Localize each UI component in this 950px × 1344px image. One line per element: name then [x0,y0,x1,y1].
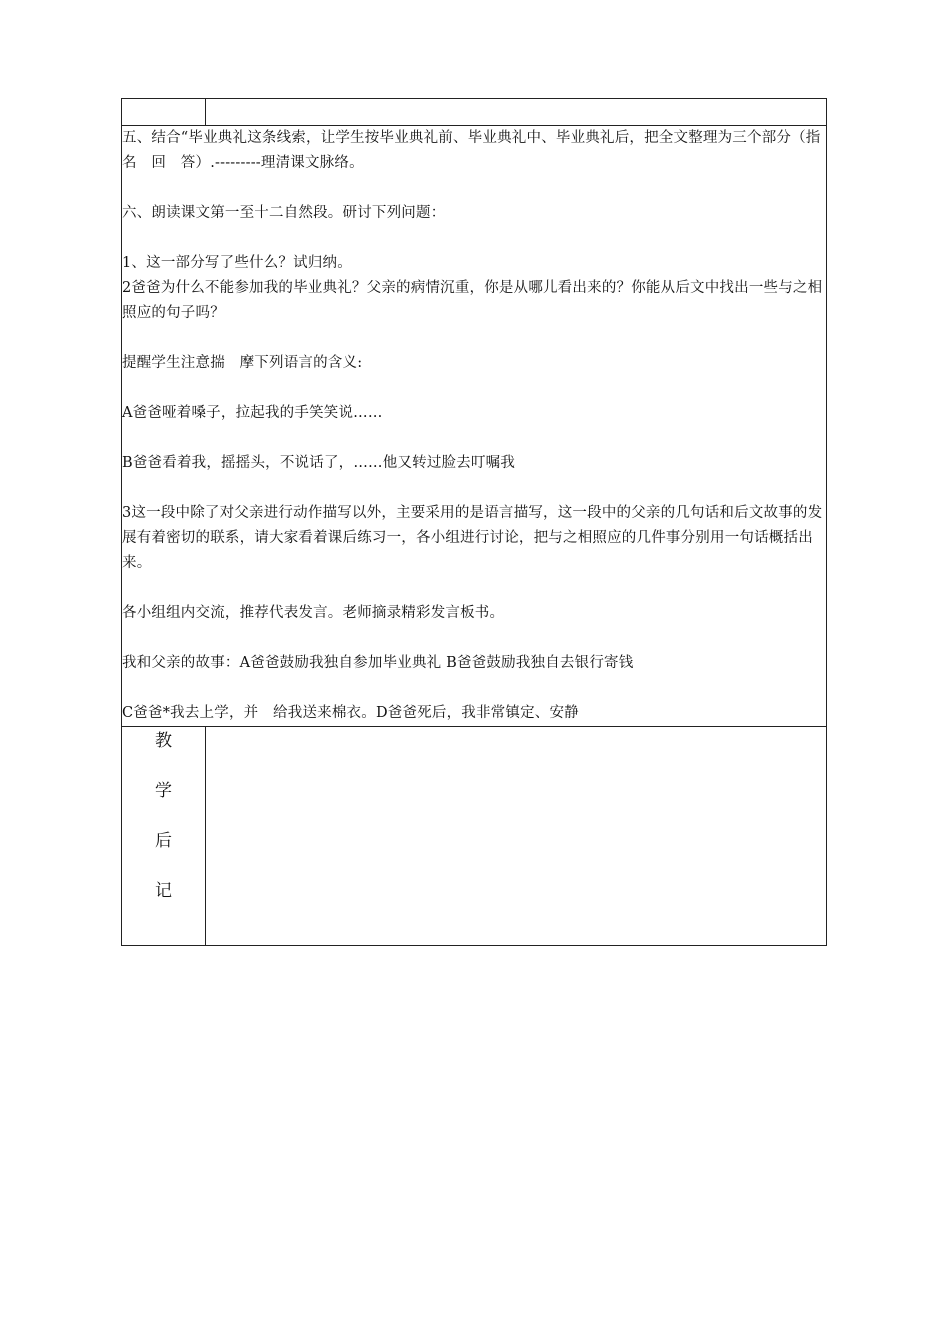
step-five-paragraph: 五、结合“毕业典礼这条线索，让学生按毕业典礼前、毕业典礼中、毕业典礼后，把全文整理为三个部分（指名 回 答）.---------理清课文脉络。 [122,130,821,171]
question-three: 3这一段中除了对父亲进行动作描写以外，主要采用的是语言描写，这一段中的父亲的几句话和后文故事的发展有着密切的联系，请大家看着课后练习一，各小组进行讨论，把与之相照应的几件事分别用一句话概括出来。 [122,505,823,571]
content-row [122,126,827,727]
story-list-cd: C爸爸*我去上学，并 给我送来棉衣。D爸爸死后，我非常镇定、安静 [122,705,579,721]
notes-label-char-2: 学 [155,781,172,801]
group-discussion: 各小组组内交流，推荐代表发言。老师摘录精彩发言板书。 [122,605,505,621]
lesson-content-cell [122,126,827,727]
header-content-cell [206,99,827,126]
story-list-ab: 我和父亲的故事：A爸爸鼓励我独自参加毕业典礼 B爸爸鼓励我独自去银行寄钱 [122,655,634,671]
notes-label-char-1: 教 [155,731,172,751]
header-row [122,99,827,126]
teaching-notes-content [206,727,827,946]
step-six-paragraph: 六、朗读课文第一至十二自然段。研讨下列问题： [122,205,446,221]
teaching-notes-label [122,727,206,946]
question-one: 1、这一部分写了些什么？试归纳。 [122,255,352,271]
notes-label-char-4: 记 [155,881,172,901]
language-reminder: 提醒学生注意揣 摩下列语言的含义: [122,355,363,371]
question-two: 2爸爸为什么不能参加我的毕业典礼？父亲的病情沉重，你是从哪儿看出来的？你能从后文中找出一些与之相照应的句子吗？ [122,280,823,321]
lesson-plan-table [121,98,827,946]
quote-b: B爸爸看着我，摇摇头，不说话了，……他又转过脸去叮嘱我 [122,455,516,471]
header-label-cell [122,99,206,126]
quote-a: A爸爸哑着嗓子，拉起我的手笑笑说…… [122,405,383,421]
notes-label-char-3: 后 [155,831,172,851]
teaching-notes-row [122,727,827,946]
